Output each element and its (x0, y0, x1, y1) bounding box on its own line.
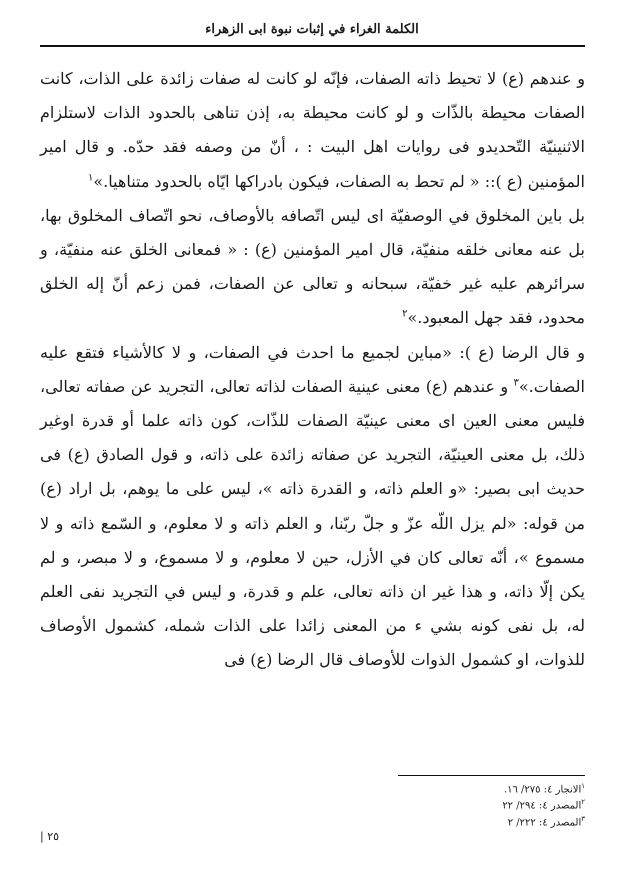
page-number: ٢٥ | (40, 830, 60, 843)
header-divider (40, 45, 585, 47)
footnote-mark: ٣ (581, 814, 585, 823)
body-paragraph (40, 199, 585, 336)
footnote-marker: ١ (87, 172, 94, 184)
body-paragraph (40, 62, 585, 199)
footnote-item (340, 796, 585, 812)
footnote-marker: ٢ (402, 309, 408, 321)
footnote-mark: ١ (581, 782, 585, 790)
paragraph-text: بل باين المخلوق في الوصفيّة اى ليس اتّصافه بالأوصاف، نحو اتّصاف المخلوق بها، بل عنه معانی خلقه منفيّة، قال امير المؤمنين (ع) : « فمعانى الخلق عنه منفيّة، و سرائرهم عليه غير خفيّة، سبحانه و تعالى عن الصفات، فمن زعم أنّ إله الخلق محدود، فقد جهل المعبود.» (40, 205, 585, 328)
paragraph-text: و عندهم (ع) لا تحيط ذاته الصفات، فإنّه لو كانت له صفات زائدة على الذات، كانت الصفات محيطة بالذّات و لو كانت محيطة به، إذن تناهى بالحدود الذات لاستلزام الاثنينيّة التّحديدو فى روايات اهل البيت : ، أنّ من وصفه فقد حدّه. و قال امير المؤمنين (ع ):: « لم تحط به الصفات، فيكون بادراكها ايّاه بالحدود متناهيا.» (40, 69, 586, 191)
footnote-marker: ٣ (513, 377, 519, 389)
footnote-divider (398, 775, 585, 776)
footnote-text: المصدر ٤: ٢٩٤/ ٢٢ (502, 800, 582, 812)
body-paragraph (40, 336, 585, 678)
running-header-title: الكلمة الغراء في إثبات نبوة ابی الزهراء (205, 22, 419, 37)
footnote-text: المصدر ٤: ٢٢٢/ ٢ (507, 816, 582, 828)
paragraph-text: و قال الرضا (ع ): «مباين لجميع ما احدث في الصفات، و لا كالأشياء فتقع عليه الصفات.» (40, 342, 585, 396)
paragraph-text: و عندهم (ع) معنی عينية الصفات لذاته تعالى، التجريد عن صفاته تعالى، فليس معنى العين اى معنى عينيّة الصفات للذّات، كون ذاته علما أو قدرة اوغير ذلك، بل معنى العينيّة، التجريد عن صفاته زائدة على ذاته، و قول الصادق (ع) فی حديث ابی بصير: «و العلم ذاته، و القدرة ذاته »، ليس على ما يوهم، بل اراد (ع) من قوله: «لم يزل اللّه عزّ و جلّ ربّنا، و العلم ذاته و لا معلوم، و السّمع ذاته و لا مسموع »، أنّه تعالى كان في الأزل، حين لا معلوم، و لا مسموع، و لا مبصر، و لم يكن إلّا ذاته، و هذا غير ان ذاته تعالى، علم و قدرة، و ليس في التجريد نفى العلم له، بل نفى كونه بشي ء من المعنى زائدا على الذات شمله، كشمول الأوصاف للذوات، او كشمول الذوات للأوصاف قال الرضا (ع) فی (40, 376, 586, 670)
footnote-mark: ٢ (581, 798, 585, 807)
footnote-text: الانجار ٤: ٢٧٥/ ١٦. (503, 784, 582, 796)
footnote-item (340, 813, 585, 829)
footnotes (340, 780, 585, 829)
footnote-item (340, 780, 585, 796)
main-text (40, 62, 585, 678)
